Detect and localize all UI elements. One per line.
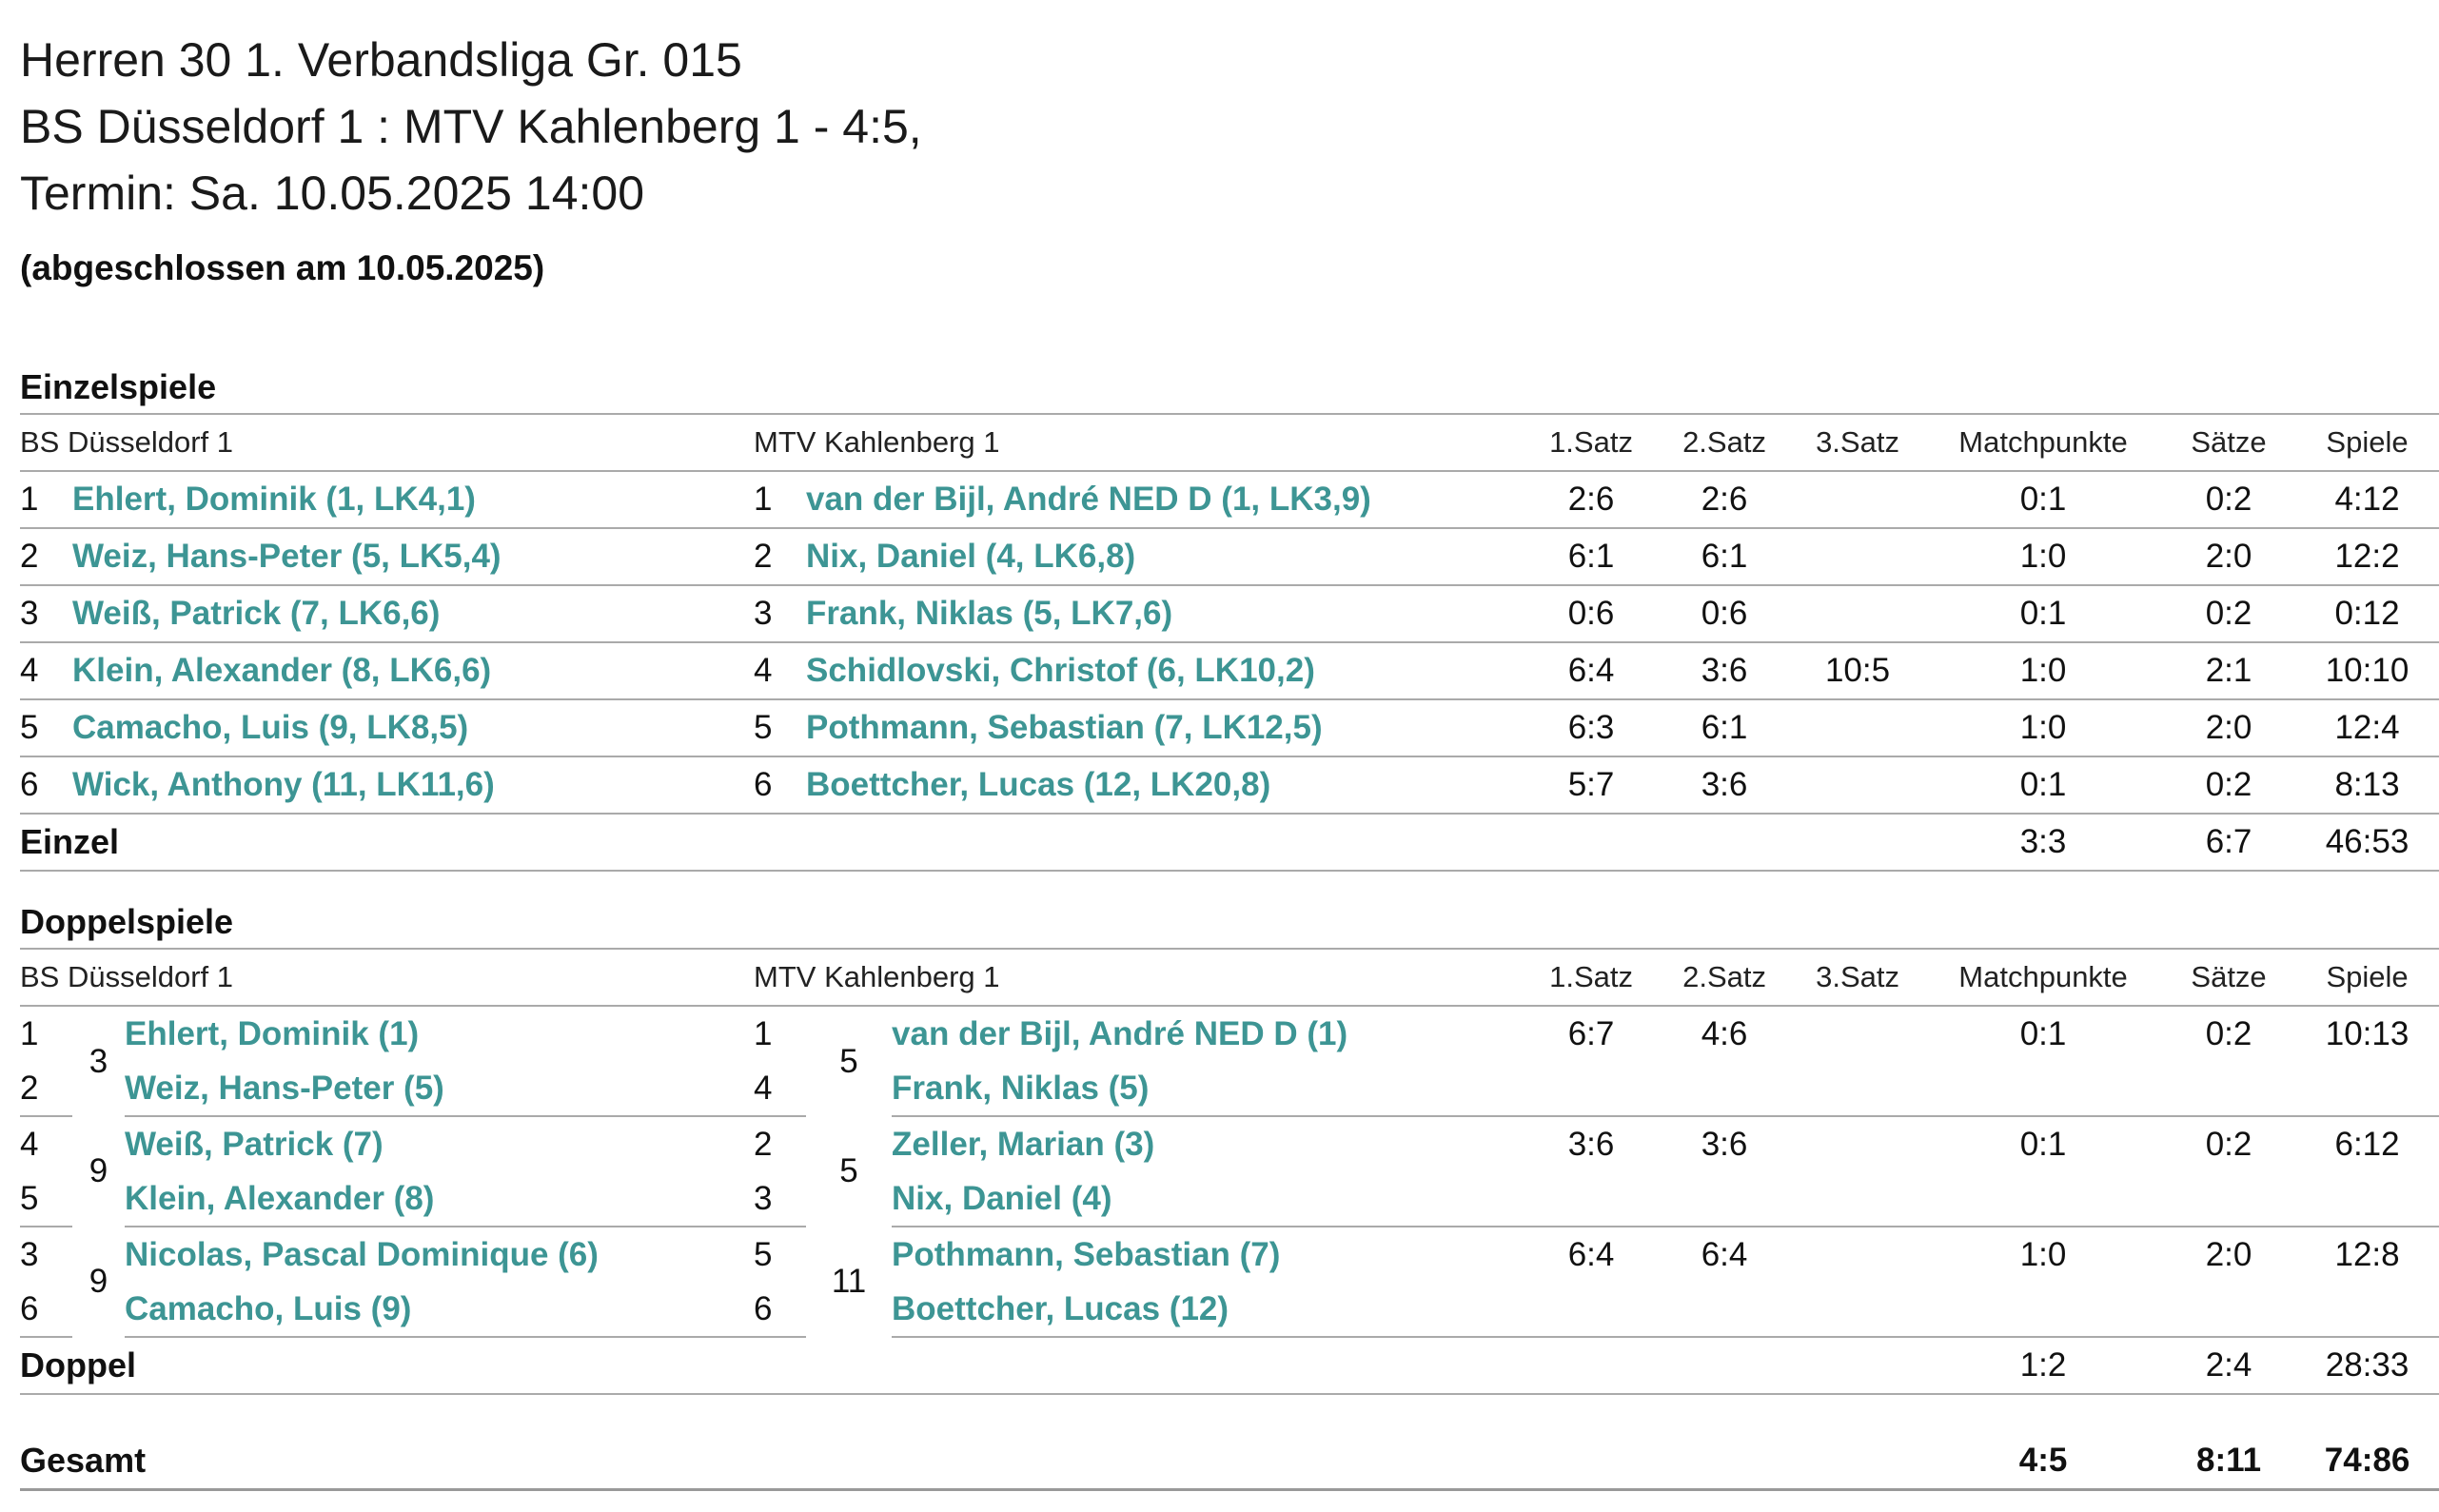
grand-total-sets: 8:11 [2162,1433,2295,1490]
doubles-match-row [20,1006,2439,1061]
home-position: 4 [20,642,72,699]
sets: 0:2 [2162,585,2295,642]
home-pair-sum: 9 [89,1263,108,1300]
singles-match-row [20,471,2439,528]
home-team-header: BS Düsseldorf 1 [20,949,754,1006]
away-pair-sum: 5 [839,1042,858,1080]
home-position: 6 [20,756,72,814]
set2-score: 3:6 [1701,1125,1748,1163]
empty-cell [1924,1282,2162,1337]
set1-score: 6:3 [1524,699,1658,756]
singles-total-row [20,814,2439,871]
singles-header-row [20,414,2439,471]
away-position: 2 [754,528,806,585]
set3-score [1791,528,1924,585]
home-position-2: 2 [20,1061,72,1116]
singles-match-row [20,528,2439,585]
away-player-link-2[interactable]: Frank, Niklas (5) [892,1061,1524,1116]
set2-score: 6:4 [1701,1235,1748,1273]
empty-cell [1791,1171,1924,1227]
singles-match-row [20,642,2439,699]
spacer [20,1394,2439,1433]
games: 4:12 [2295,471,2439,528]
games: 8:13 [2295,756,2439,814]
grand-total-matchpoints: 4:5 [1924,1433,2162,1490]
set2-score: 3:6 [1658,642,1791,699]
set1-header: 1.Satz [1524,414,1658,471]
away-player-link-1[interactable]: Zeller, Marian (3) [892,1125,1155,1163]
away-position: 1 [754,471,806,528]
singles-match-row [20,756,2439,814]
home-player-link[interactable]: Wick, Anthony (11, LK11,6) [72,756,754,814]
away-team-header: MTV Kahlenberg 1 [754,949,1524,1006]
games: 12:8 [2334,1235,2400,1273]
set3-score [1791,756,1924,814]
away-player-link-1[interactable]: Pothmann, Sebastian (7) [892,1235,1281,1273]
league-title: Herren 30 1. Verbandsliga Gr. 015 [20,33,742,87]
away-position: 3 [754,585,806,642]
away-pair-sum: 11 [831,1263,867,1300]
away-position: 5 [754,699,806,756]
home-player-link-1[interactable]: Ehlert, Dominik (1) [125,1014,420,1052]
away-player-link[interactable]: Frank, Niklas (5, LK7,6) [806,585,1524,642]
away-player-link-2[interactable]: Boettcher, Lucas (12) [892,1282,1524,1337]
away-player-link[interactable]: Nix, Daniel (4, LK6,8) [806,528,1524,585]
set2-header: 2.Satz [1658,949,1791,1006]
completion-status: (abgeschlossen am 10.05.2025) [20,248,545,287]
games: 12:2 [2295,528,2439,585]
sets: 0:2 [2205,1014,2252,1052]
set1-header: 1.Satz [1524,949,1658,1006]
doubles-header-row [20,949,2439,1006]
matchpoints: 1:0 [2019,1235,2067,1273]
empty-cell [2295,1061,2439,1116]
singles-total-matchpoints: 3:3 [1924,814,2162,871]
home-player-link-1[interactable]: Weiß, Patrick (7) [125,1125,384,1163]
doubles-match-row-partner [20,1171,2439,1227]
home-position: 2 [20,528,72,585]
matchpoints: 0:1 [1924,756,2162,814]
home-position-1: 3 [20,1235,39,1273]
games: 6:12 [2334,1125,2400,1163]
doubles-match-row [20,1227,2439,1282]
doubles-total-matchpoints: 1:2 [1924,1337,2162,1394]
doubles-total-row [20,1337,2439,1394]
away-position-2: 4 [754,1061,806,1116]
empty-cell [2295,1282,2439,1337]
set1-score: 0:6 [1524,585,1658,642]
away-player-link[interactable]: Schidlovski, Christof (6, LK10,2) [806,642,1524,699]
set2-score: 4:6 [1701,1014,1748,1052]
away-position-1: 5 [754,1235,773,1273]
home-position: 5 [20,699,72,756]
away-position-1: 1 [754,1014,773,1052]
matchpoints: 0:1 [2019,1014,2067,1052]
singles-match-row [20,585,2439,642]
matchpoints: 0:1 [2019,1125,2067,1163]
empty-cell [1658,1282,1791,1337]
sets: 2:0 [2162,699,2295,756]
sets: 2:1 [2162,642,2295,699]
away-position: 6 [754,756,806,814]
empty-cell [1524,1282,1658,1337]
set3-score [1791,471,1924,528]
home-player-link-2[interactable]: Klein, Alexander (8) [125,1171,754,1227]
home-position-2: 5 [20,1171,72,1227]
matchpoints-header: Matchpunkte [1924,414,2162,471]
games: 10:13 [2325,1014,2409,1052]
set3-score [1791,1227,1924,1282]
empty-cell [2162,1171,2295,1227]
set1-score: 6:1 [1524,528,1658,585]
sets: 0:2 [2162,756,2295,814]
empty-cell [2295,1171,2439,1227]
home-pair-sum: 9 [89,1152,108,1189]
matchpoints: 1:0 [1924,528,2162,585]
doubles-match-row [20,1116,2439,1171]
away-pair-sum: 5 [839,1152,858,1189]
doubles-match-row-partner [20,1061,2439,1116]
empty-cell [1524,1061,1658,1116]
matchpoints-header: Matchpunkte [1924,949,2162,1006]
set2-score: 6:1 [1658,699,1791,756]
sets: 0:2 [2205,1125,2252,1163]
empty-cell [1791,1282,1924,1337]
match-date: Termin: Sa. 10.05.2025 14:00 [20,167,645,220]
set2-score: 2:6 [1658,471,1791,528]
games: 0:12 [2295,585,2439,642]
away-player-link[interactable]: Boettcher, Lucas (12, LK20,8) [806,756,1524,814]
away-player-link-2[interactable]: Nix, Daniel (4) [892,1171,1524,1227]
empty-cell [1924,1171,2162,1227]
set1-score: 6:4 [1524,642,1658,699]
home-player-link[interactable]: Weiß, Patrick (7, LK6,6) [72,585,754,642]
empty-cell [2162,1282,2295,1337]
sets: 2:0 [2205,1235,2252,1273]
away-position: 4 [754,642,806,699]
empty-cell [1924,1061,2162,1116]
doubles-table [20,948,2439,1491]
grand-total-games: 74:86 [2295,1433,2439,1490]
away-player-link[interactable]: Pothmann, Sebastian (7, LK12,5) [806,699,1524,756]
doubles-total-label: Doppel [20,1337,1924,1394]
empty-cell [2162,1061,2295,1116]
home-player-link[interactable]: Ehlert, Dominik (1, LK4,1) [72,471,754,528]
home-position: 3 [20,585,72,642]
games: 10:10 [2295,642,2439,699]
games-header: Spiele [2295,414,2439,471]
grand-total-row [20,1433,2439,1490]
doubles-total-sets: 2:4 [2162,1337,2295,1394]
home-player-link[interactable]: Weiz, Hans-Peter (5, LK5,4) [72,528,754,585]
match-title: BS Düsseldorf 1 : MTV Kahlenberg 1 - 4:5, [20,100,922,153]
set1-score: 3:6 [1567,1125,1615,1163]
home-position: 1 [20,471,72,528]
set2-score: 3:6 [1658,756,1791,814]
doubles-total-games: 28:33 [2295,1337,2439,1394]
sets-header: Sätze [2162,414,2295,471]
set3-score [1791,699,1924,756]
matchpoints: 0:1 [1924,585,2162,642]
empty-cell [1658,1061,1791,1116]
home-position-1: 1 [20,1014,39,1052]
home-team-header: BS Düsseldorf 1 [20,414,754,471]
away-team-header: MTV Kahlenberg 1 [754,414,1524,471]
singles-title: Einzelspiele [20,367,217,406]
singles-match-row [20,699,2439,756]
empty-cell [1791,1061,1924,1116]
away-position-2: 6 [754,1282,806,1337]
set3-score: 10:5 [1791,642,1924,699]
home-player-link-2[interactable]: Camacho, Luis (9) [125,1282,754,1337]
set2-header: 2.Satz [1658,414,1791,471]
away-player-link-1[interactable]: van der Bijl, André NED D (1) [892,1014,1348,1052]
set3-header: 3.Satz [1791,949,1924,1006]
singles-total-label: Einzel [20,814,1924,871]
doubles-match-row-partner [20,1282,2439,1337]
set1-score: 6:7 [1567,1014,1615,1052]
singles-total-games: 46:53 [2295,814,2439,871]
home-player-link-2[interactable]: Weiz, Hans-Peter (5) [125,1061,754,1116]
doubles-title: Doppelspiele [20,902,234,941]
set3-score [1791,1116,1924,1171]
set3-score [1791,1006,1924,1061]
away-position-1: 2 [754,1125,773,1163]
empty-cell [1524,1171,1658,1227]
home-player-link[interactable]: Klein, Alexander (8, LK6,6) [72,642,754,699]
empty-cell [1658,1171,1791,1227]
matchpoints: 1:0 [1924,642,2162,699]
singles-total-sets: 6:7 [2162,814,2295,871]
set2-score: 6:1 [1658,528,1791,585]
games: 12:4 [2295,699,2439,756]
games-header: Spiele [2295,949,2439,1006]
home-player-link[interactable]: Camacho, Luis (9, LK8,5) [72,699,754,756]
sets-header: Sätze [2162,949,2295,1006]
sets: 0:2 [2162,471,2295,528]
set1-score: 6:4 [1567,1235,1615,1273]
set1-score: 5:7 [1524,756,1658,814]
sets: 2:0 [2162,528,2295,585]
singles-table [20,413,2439,872]
away-position-2: 3 [754,1171,806,1227]
matchpoints: 1:0 [1924,699,2162,756]
set1-score: 2:6 [1524,471,1658,528]
grand-total-label: Gesamt [20,1433,1924,1490]
home-player-link-1[interactable]: Nicolas, Pascal Dominique (6) [125,1235,599,1273]
home-pair-sum: 3 [89,1042,108,1080]
away-player-link[interactable]: van der Bijl, André NED D (1, LK3,9) [806,471,1524,528]
set3-score [1791,585,1924,642]
home-position-1: 4 [20,1125,39,1163]
set2-score: 0:6 [1658,585,1791,642]
home-position-2: 6 [20,1282,72,1337]
matchpoints: 0:1 [1924,471,2162,528]
set3-header: 3.Satz [1791,414,1924,471]
